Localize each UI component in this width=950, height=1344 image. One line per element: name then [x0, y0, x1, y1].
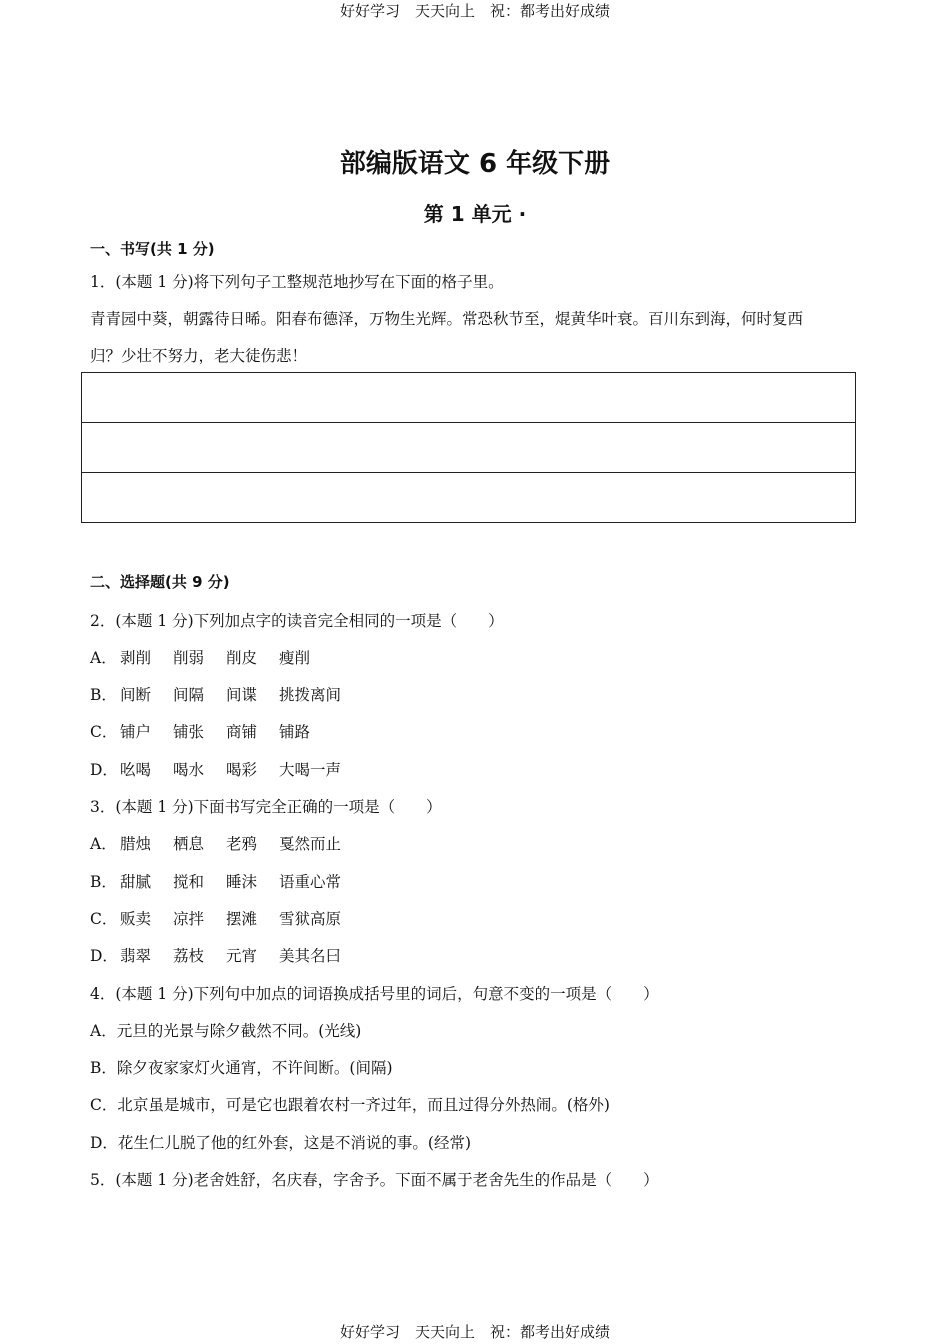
option-word: 间隔	[173, 686, 205, 704]
option-word: 铺张	[173, 723, 205, 741]
question-1-stem: 1．(本题 1 分)将下列句子工整规范地抄写在下面的格子里。	[90, 273, 504, 291]
option-word: 大喝一声	[279, 761, 342, 779]
option-word: 荔枝	[173, 947, 205, 965]
question-2-option-c[interactable]	[90, 720, 332, 742]
option-word: 削皮	[226, 649, 258, 667]
writing-grid-row[interactable]	[82, 423, 855, 473]
question-2-option-d[interactable]	[90, 758, 363, 780]
poem-text-line-2: 归？少壮不努力，老大徒伤悲！	[90, 347, 308, 365]
question-4-stem: 4．(本题 1 分)下列句中加点的词语换成括号里的词后，句意不变的一项是（ ）	[90, 985, 659, 1003]
option-word: 铺户	[120, 723, 152, 741]
document-title: 部编版语文 6 年级下册	[339, 149, 611, 179]
unit-title: 第 1 单元 ·	[423, 202, 527, 226]
section-heading-writing: 一、书写(共 1 分)	[90, 240, 215, 258]
question-3-option-c[interactable]	[90, 907, 363, 929]
option-word: 铺路	[279, 723, 311, 741]
option-word: 凉拌	[173, 910, 205, 928]
option-word: 栖息	[173, 835, 205, 853]
option-word: 挑拨离间	[279, 686, 342, 704]
option-word: 腊烛	[120, 835, 152, 853]
option-word: 美其名曰	[279, 947, 342, 965]
option-word: 间谍	[226, 686, 258, 704]
option-word: 摆滩	[226, 910, 258, 928]
question-3-option-b[interactable]	[90, 870, 363, 892]
option-letter: B．	[90, 873, 117, 891]
option-letter: D．	[90, 947, 118, 965]
option-word: 戛然而止	[279, 835, 342, 853]
question-4-option-c[interactable]: C．北京虽是城市，可是它也跟着农村一齐过年，而且过得分外热闹。(格外)	[90, 1096, 610, 1114]
writing-grid-row[interactable]	[82, 373, 855, 423]
question-4-option-d[interactable]: D．花生仁儿脱了他的红外套，这是不消说的事。(经常)	[90, 1134, 472, 1152]
option-word: 语重心常	[279, 873, 342, 891]
option-word: 喝彩	[226, 761, 258, 779]
option-word: 老鸦	[226, 835, 258, 853]
option-letter: C．	[90, 723, 118, 741]
option-letter: A．	[90, 835, 117, 853]
page-header: 好好学习 天天向上 祝：都考出好成绩	[339, 2, 610, 20]
option-word: 睡沫	[226, 873, 258, 891]
question-2-stem: 2．(本题 1 分)下列加点字的读音完全相同的一项是（ ）	[90, 612, 504, 630]
option-word: 雪狱高原	[279, 910, 342, 928]
option-word: 瘦削	[279, 649, 311, 667]
section-heading-choice: 二、选择题(共 9 分)	[90, 573, 230, 591]
option-letter: D．	[90, 761, 118, 779]
option-letter: A．	[90, 649, 117, 667]
option-word: 削弱	[173, 649, 205, 667]
option-word: 商铺	[226, 723, 258, 741]
option-word: 搅和	[173, 873, 205, 891]
question-2-option-a[interactable]	[90, 646, 332, 668]
question-5-stem: 5．(本题 1 分)老舍姓舒，名庆春，字舍予。下面不属于老舍先生的作品是（ ）	[90, 1171, 659, 1189]
option-word: 吆喝	[120, 761, 152, 779]
page-footer: 好好学习 天天向上 祝：都考出好成绩	[339, 1323, 610, 1341]
poem-text-line-1: 青青园中葵，朝露待日晞。阳春布德泽，万物生光辉。常恐秋节至，焜黄华叶衰。百川东到海，何时复西	[90, 310, 804, 328]
question-3-option-d[interactable]	[90, 944, 363, 966]
option-word: 喝水	[173, 761, 205, 779]
writing-grid[interactable]	[81, 372, 856, 523]
question-4-option-a[interactable]: A．元旦的光景与除夕截然不同。(光线)	[90, 1022, 362, 1040]
option-word: 贩卖	[120, 910, 152, 928]
question-4-option-b[interactable]: B．除夕夜家家灯火通宵，不许间断。(间隔)	[90, 1059, 393, 1077]
option-letter: C．	[90, 910, 118, 928]
question-3-option-a[interactable]	[90, 832, 363, 854]
option-word: 元宵	[226, 947, 258, 965]
option-word: 剥削	[120, 649, 152, 667]
option-word: 间断	[120, 686, 152, 704]
option-word: 甜腻	[120, 873, 152, 891]
question-2-option-b[interactable]	[90, 683, 363, 705]
option-letter: B．	[90, 686, 117, 704]
writing-grid-row[interactable]	[82, 473, 855, 521]
option-word: 翡翠	[120, 947, 152, 965]
question-3-stem: 3．(本题 1 分)下面书写完全正确的一项是（ ）	[90, 798, 442, 816]
